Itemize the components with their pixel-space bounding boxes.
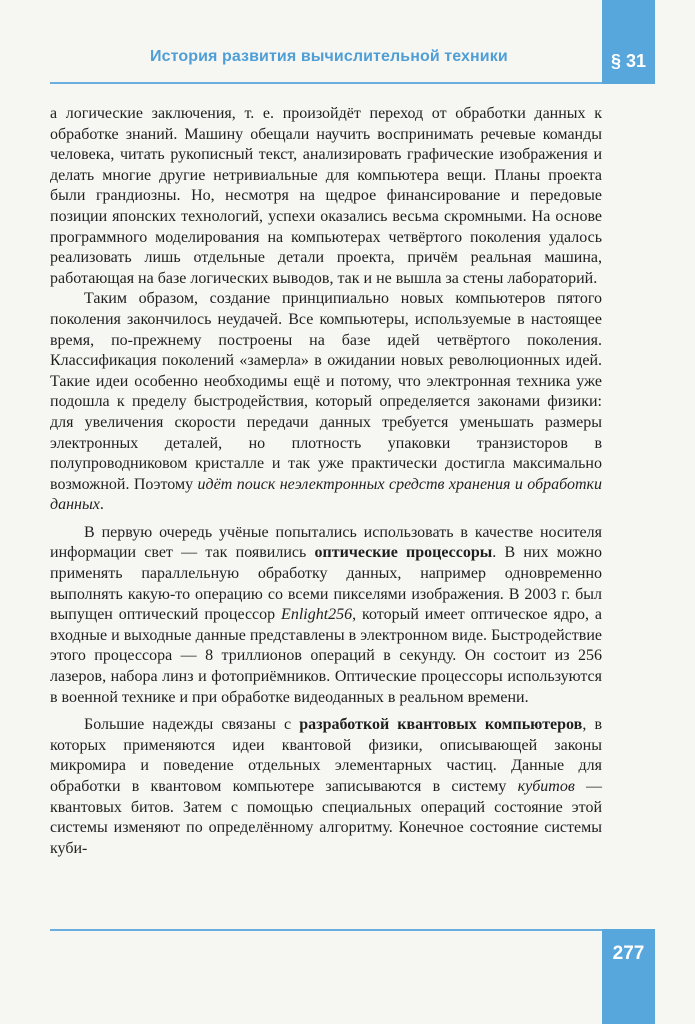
section-number: § 31 [610, 51, 647, 71]
paragraph-2 [50, 289, 602, 516]
paragraph-3 [50, 523, 602, 708]
paragraph-3-text: В первую очередь учёные попытались использовать в качестве носителя информации свет — так появились [50, 523, 602, 562]
paragraph-2-italic: идёт поиск неэлектронных средств хранения и обработки данных [50, 475, 602, 514]
running-header-title: История развития вычислительной техники [150, 48, 508, 65]
paragraph-4-text-2: , в которых применяются идеи квантовой физики, описывающей законы микромира и поведение отдельных элементарных частиц. Данные для обработки в квантовом компьютере записываются в систему [50, 716, 603, 795]
term-quantum-computers: разработкой квантовых компьютеров [299, 716, 583, 734]
paragraph-3-text-3: , который имеет оптическое ядро, а входные и выходные данные представлены в электронном виде. Быстродействие этого процессора — 8 триллионов операций в секунду. Он состоит из 256 лазеров, набора линз и фотоприёмников. Оптические процессоры используются в военной технике и при обработке видеоданных в реальном времени. [50, 606, 602, 706]
page-number: 277 [612, 943, 645, 964]
paragraph-4-text: Большие надежды связаны с [84, 716, 300, 734]
paragraph-4-text-3: — квантовых битов. Затем с помощью специальных операций состояние этой системы изменяют по определённому алгоритму. Конечное состояние системы куби- [50, 778, 602, 857]
section-tab [602, 0, 655, 84]
footer-rule [50, 929, 602, 931]
paragraph-2-end: . [99, 496, 104, 514]
term-qubits: кубитов [517, 778, 575, 795]
paragraph-2-text: Таким образом, создание принципиально новых компьютеров пятого поколения закончилось неудачей. Все компьютеры, используемые в настоящее время, по-прежнему построены на базе идей четвёртого поколения. Классификация поколений «замерла» в ожидании новых революционных идей. Такие идеи особенно необходимы ещё и потому, что электронная техника уже подошла к пределу быстродействия, который определяется законами физики: для увеличения скорости передачи данных требуется уменьшать размеры электронных деталей, но плотность упаковки транзисторов в полупроводниковом кристалле и так уже практически достигла максимально возможной. Поэтому [50, 290, 602, 493]
paragraph-1 [50, 104, 602, 289]
paragraph-1-text: а логические заключения, т. е. произойдёт переход от обработки данных к обработке знаний. Машину обещали научить воспринимать речевые команды человека, читать рукописный текст, анализировать графические изображения и делать многие другие нетривиальные для компьютера вещи. Планы проекта были грандиозны. Но, несмотря на щедрое финансирование и передовые позиции японских технологий, успехи оказались весьма скромными. На основе программного моделирования на компьютерах четвёртого поколения удалось реализовать лишь отдельные детали проекта, причём реальная машина, работающая на базе логических выводов, так и не вышла за стены лабораторий. [50, 105, 602, 287]
paragraph-4 [50, 715, 602, 859]
page-number-tab [602, 929, 655, 1024]
paragraph-3-text-2: . В них можно применять параллельную обработку данных, например одновременно выполнять какую-то операцию со всеми пикселями изображения. В 2003 г. был выпущен оптический процессор [50, 544, 603, 624]
page-body [50, 104, 602, 859]
processor-name: Enlight256 [281, 606, 353, 624]
header-rule [50, 82, 602, 84]
term-optical-processors: оптические процессоры [314, 544, 493, 562]
